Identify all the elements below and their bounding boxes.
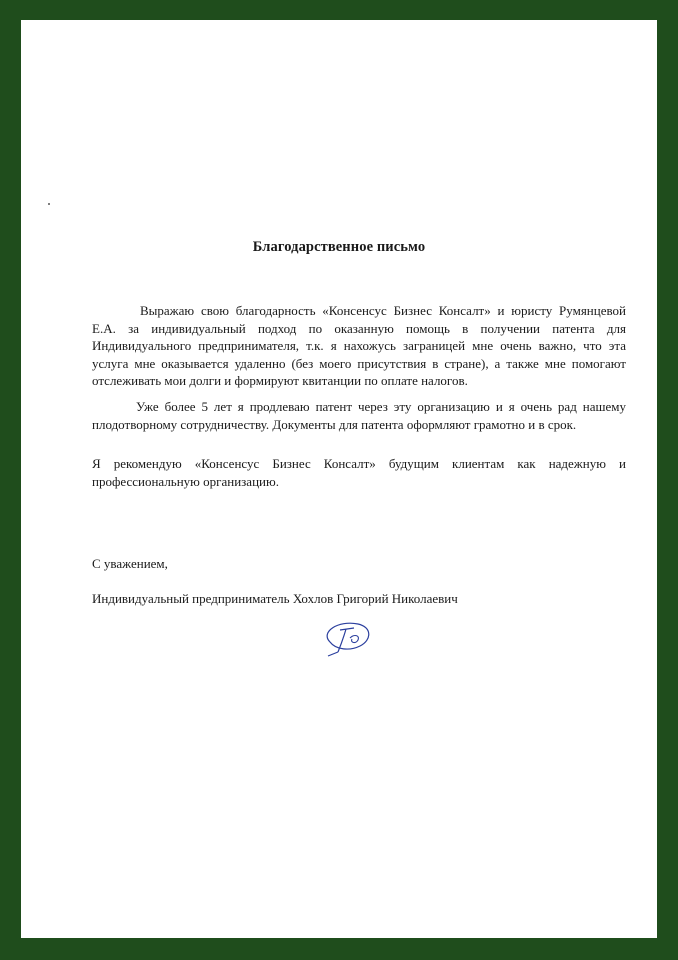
- paragraph-line: Индивидуального предпринимателя, т.к. я нахожусь заграницей мне очень важно, что эта: [92, 338, 626, 353]
- letter-page: [21, 20, 657, 938]
- paragraph-line: Уже более 5 лет я продлеваю патент через эту организацию и я очень рад нашему: [136, 399, 626, 414]
- paragraph-line: отслеживать мои долги и формируют квитанции по оплате налогов.: [92, 373, 468, 388]
- letter-title: Благодарственное письмо: [252, 239, 426, 255]
- scan-speck: [48, 203, 50, 205]
- paragraph-recommendation: [92, 455, 626, 490]
- paragraph-gratitude: [92, 302, 626, 390]
- paragraph-line: плодотворному сотрудничеству. Документы для патента оформляют грамотно и в срок.: [92, 416, 577, 432]
- paragraph-line: профессиональную организацию.: [92, 473, 279, 489]
- paragraph-line: Я рекомендую «Консенсус Бизнес Консалт» будущим клиентам как надежную и: [92, 456, 626, 471]
- paragraph-line: услуга мне оказывается удаленно (без моего присутствия в стране), а также мне помогают: [92, 355, 626, 371]
- paragraph-line: Е.А. за индивидуальный подход по оказанную помощь в получении патента для: [92, 320, 626, 336]
- paragraph-cooperation: [92, 398, 626, 433]
- signature: [316, 618, 376, 658]
- sender-name: Индивидуальный предприниматель Хохлов Григорий Николаевич: [92, 591, 458, 606]
- closing-phrase: С уважением,: [92, 556, 168, 571]
- paragraph-line: Выражаю свою благодарность «Консенсус Бизнес Консалт» и юристу Румянцевой: [140, 303, 626, 318]
